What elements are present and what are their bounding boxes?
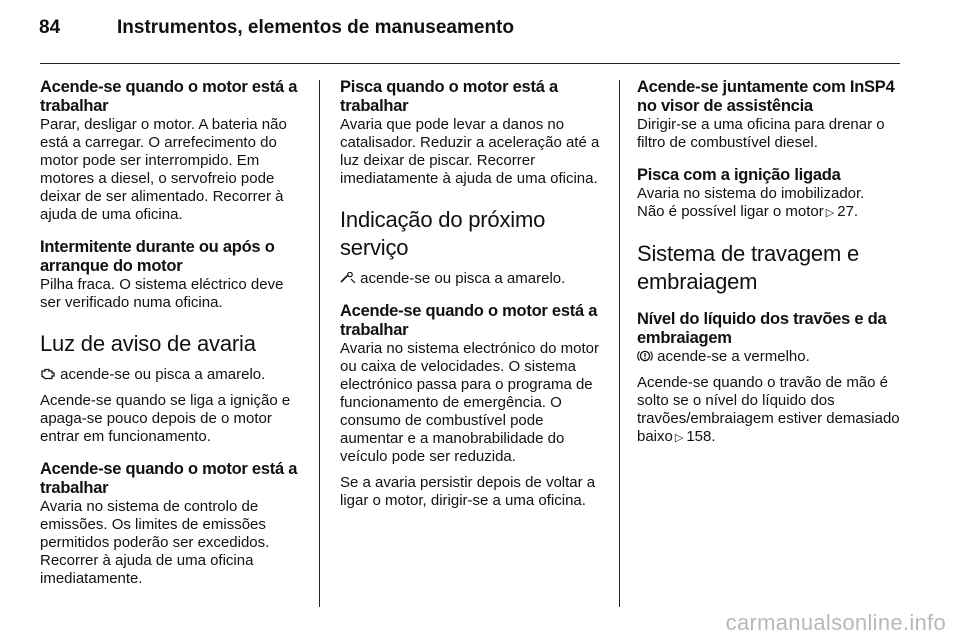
subheading-running-light: Acende-se quando o motor está a trabalhar [40,78,298,115]
subheading-brake-fluid: Nível do líquido dos travões e da embraiagem [637,310,887,347]
column-right [637,78,905,447]
page-number: 84 [39,17,61,38]
section-heading-brakes: Sistema de travagem e embraiagem [637,241,860,294]
header-rule [40,63,900,64]
service-icon-text: acende-se ou pisca a amarelo. [360,270,566,287]
paragraph-service-icon [340,270,608,288]
xref-arrow-icon: ▷ [825,207,835,219]
paragraph-electronics: Avaria no sistema electrónico do motor ou caixa de velocidades. O sistema electrónico passa para o programa de funcionamento de emergência. O consumo de combustível pode aumentar e a manobrabilidade do veículo pode ser reduzida. [340,340,600,465]
paragraph-emissions: Avaria no sistema de controlo de emissões. Os limites de emissões permitidos poderão ser excedidos. Recorrer à ajuda de uma oficina imediatamente. [40,498,270,587]
paragraph-brake-icon [637,348,905,366]
page-title: Instrumentos, elementos de manuseamento [117,17,514,38]
paragraph-cannot-start [637,203,905,222]
section-heading-next-service: Indicação do próximo serviço [340,207,546,260]
watermark: carmanualsonline.info [725,610,946,635]
xref-arrow-icon: ▷ [674,432,684,444]
subheading-insp4: Acende-se juntamente com InSP4 no visor de assistência [637,78,895,115]
paragraph-malfunction-icon [40,366,308,384]
paragraph-catalyst: Avaria que pode levar a danos no catalisador. Reduzir a aceleração até a luz deixar de piscar. Recorrer imediatamente à ajuda de uma oficina. [340,116,600,187]
malfunction-icon-text: acende-se ou pisca a amarelo. [60,366,266,383]
column-left [40,78,308,588]
subheading-blinking-running: Pisca quando o motor está a trabalhar [340,78,558,115]
paragraph-immobilizer: Avaria no sistema do imobilizador. [637,185,865,202]
cannot-start-text: Não é possível ligar o motor [637,203,824,220]
brake-fluid-low-text: Acende-se quando o travão de mão é solto se o nível do líquido dos travões/embraiagem estiver demasiado baixo [637,374,900,445]
column-middle [340,78,608,510]
paragraph-brake-fluid-low [637,374,905,447]
paragraph-stop-engine: Parar, desligar o motor. A bateria não está a carregar. O arrefecimento do motor pode ser interrompido. Em motores a diesel, o servofreio pode deixar de ser alimentado. Recorrer à ajuda de uma oficina. [40,116,287,223]
column-divider-right [619,80,620,607]
page-ref-27[interactable]: 27. [837,203,859,220]
brake-warning-icon [637,348,653,364]
page-ref-158[interactable]: 158. [686,428,716,445]
subheading-running-light-3: Acende-se quando o motor está a trabalhar [340,302,598,339]
paragraph-persist: Se a avaria persistir depois de voltar a ligar o motor, dirigir-se a uma oficina. [340,474,596,509]
section-heading-malfunction-light: Luz de aviso de avaria [40,331,256,356]
subheading-blinking-ignition: Pisca com a ignição ligada [637,166,841,184]
subheading-intermittent: Intermitente durante ou após o arranque do motor [40,238,275,275]
engine-check-icon [40,366,56,382]
brake-icon-text: acende-se a vermelho. [657,348,810,365]
service-wrench-icon [340,270,356,286]
subheading-running-light-2: Acende-se quando o motor está a trabalhar [40,460,298,497]
paragraph-ignition: Acende-se quando se liga a ignição e apaga-se pouco depois de o motor entrar em funcionamento. [40,392,291,445]
paragraph-battery: Pilha fraca. O sistema eléctrico deve ser verificado numa oficina. [40,276,284,311]
paragraph-drain-filter: Dirigir-se a uma oficina para drenar o filtro de combustível diesel. [637,116,885,151]
column-divider-left [319,80,320,607]
